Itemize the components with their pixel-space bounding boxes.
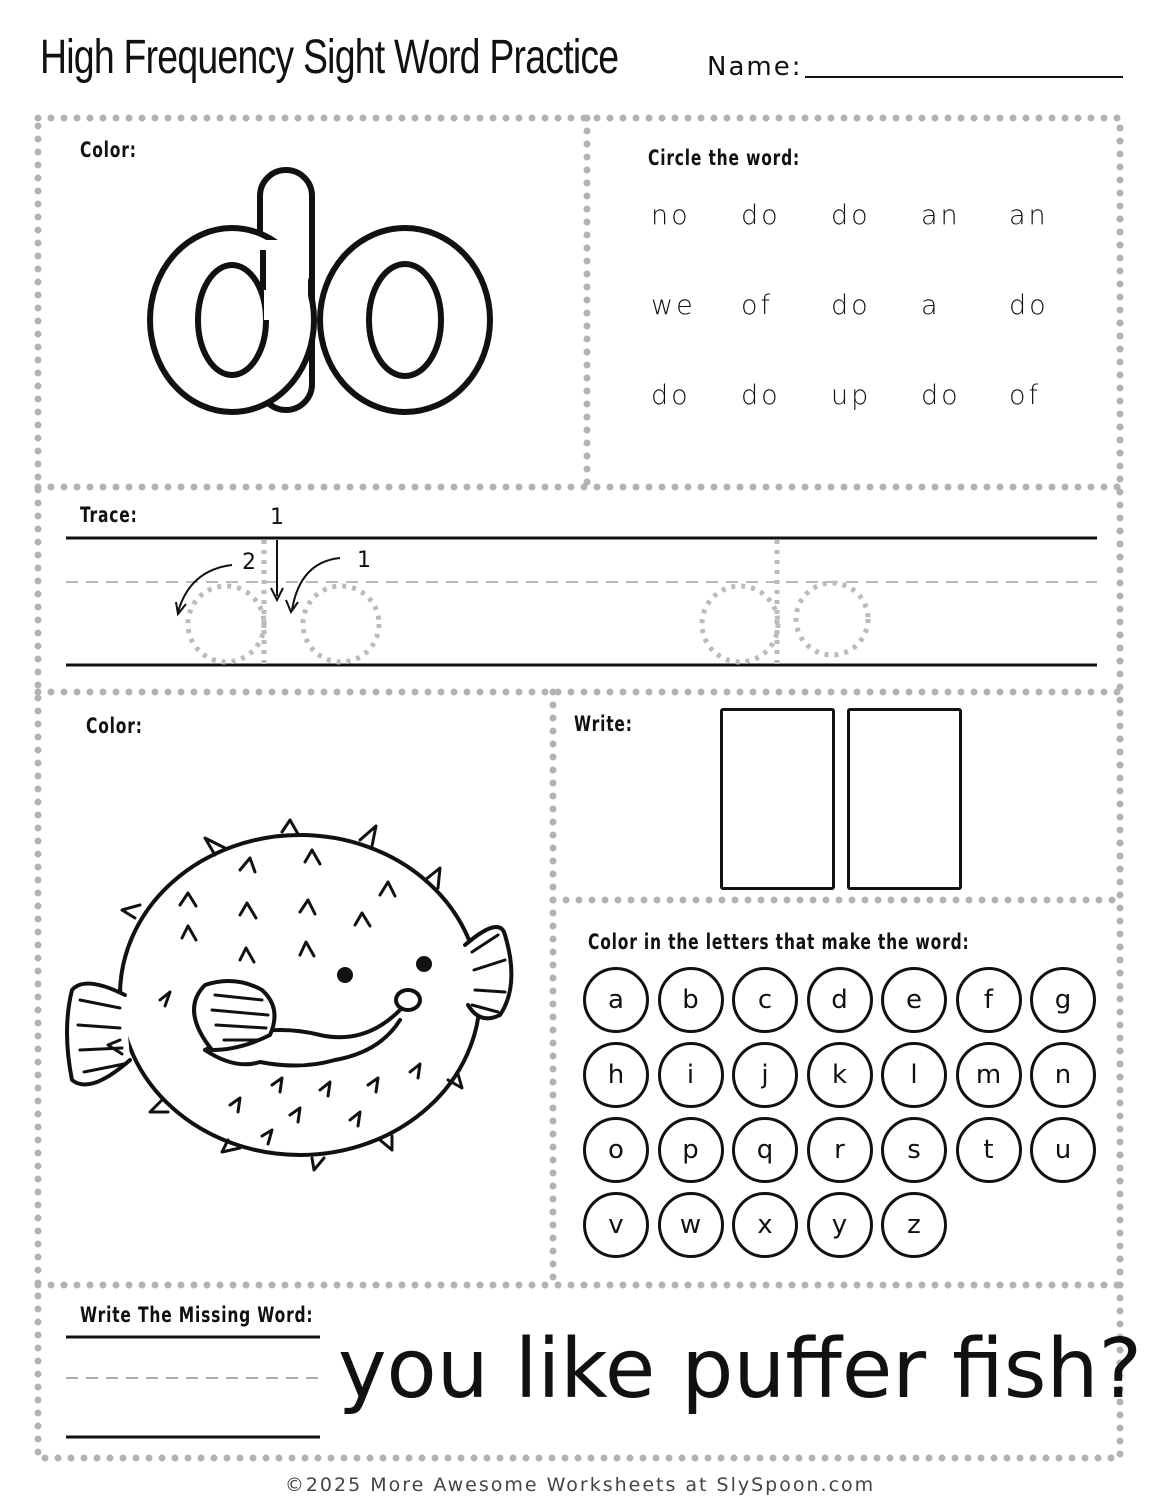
circle-word-option[interactable]: up — [831, 380, 872, 411]
color-word-label: Color: — [80, 138, 137, 162]
trace-label: Trace: — [80, 503, 138, 527]
letter-bubble[interactable]: p — [658, 1117, 724, 1183]
stroke-number: 1 — [270, 505, 284, 530]
footer-credit: ©2025 More Awesome Worksheets at SlySpoon.com — [284, 1474, 876, 1496]
letter-bubble[interactable]: a — [583, 967, 649, 1033]
letter-bubble[interactable]: q — [732, 1117, 798, 1183]
circle-word-option[interactable]: do — [741, 200, 781, 231]
letter-bubble[interactable]: n — [1030, 1042, 1096, 1108]
letter-bubble[interactable]: x — [732, 1192, 798, 1258]
puffer-fish-drawing — [67, 820, 511, 1170]
circle-word-option[interactable]: do — [1009, 290, 1049, 321]
circle-word-option[interactable]: a — [921, 290, 941, 321]
letter-bubble[interactable]: m — [956, 1042, 1022, 1108]
letter-bubble[interactable]: f — [956, 967, 1022, 1033]
letter-bubble[interactable]: e — [881, 967, 947, 1033]
letter-bubble[interactable]: j — [732, 1042, 798, 1108]
letters-label: Color in the letters that make the word: — [588, 930, 970, 954]
letter-bubble[interactable]: s — [881, 1117, 947, 1183]
stroke-number: 2 — [242, 550, 256, 575]
letter-bubble[interactable]: i — [658, 1042, 724, 1108]
write-box-2[interactable] — [847, 708, 962, 890]
letter-bubble[interactable]: o — [583, 1117, 649, 1183]
bubble-word-do — [150, 170, 490, 412]
letter-bubble[interactable]: d — [807, 967, 873, 1033]
write-box-1[interactable] — [720, 708, 835, 890]
letter-bubble[interactable]: w — [658, 1192, 724, 1258]
letter-bubble[interactable]: c — [732, 967, 798, 1033]
circle-word-option[interactable]: do — [651, 380, 691, 411]
letter-bubble[interactable]: k — [807, 1042, 873, 1108]
circle-word-option[interactable]: no — [651, 200, 691, 231]
circle-word-option[interactable]: we — [651, 290, 696, 321]
trace-lines — [66, 538, 1097, 665]
letter-bubble[interactable]: b — [658, 967, 724, 1033]
color-picture-label: Color: — [86, 714, 143, 738]
circle-word-option[interactable]: of — [1009, 380, 1042, 411]
letter-bubble[interactable]: h — [583, 1042, 649, 1108]
circle-word-option[interactable]: do — [831, 200, 871, 231]
letter-bubble[interactable]: y — [807, 1192, 873, 1258]
circle-word-option[interactable]: do — [831, 290, 871, 321]
letter-bubble[interactable]: g — [1030, 967, 1096, 1033]
name-label: Name: — [707, 52, 803, 82]
letter-bubble[interactable]: v — [583, 1192, 649, 1258]
letter-bubble[interactable]: r — [807, 1117, 873, 1183]
page-title: High Frequency Sight Word Practice — [40, 31, 619, 84]
missing-word-sentence: you like puffer fish? — [338, 1322, 1142, 1417]
name-line[interactable] — [805, 76, 1123, 78]
missing-word-label: Write The Missing Word: — [80, 1303, 314, 1327]
circle-word-option[interactable]: an — [1009, 200, 1049, 231]
letter-bubble[interactable]: t — [956, 1117, 1022, 1183]
circle-word-option[interactable]: do — [741, 380, 781, 411]
stroke-number: 1 — [357, 548, 371, 573]
letter-bubble[interactable]: l — [881, 1042, 947, 1108]
circle-word-label: Circle the word: — [648, 146, 801, 170]
circle-word-option[interactable]: do — [921, 380, 961, 411]
letter-bubble[interactable]: u — [1030, 1117, 1096, 1183]
circle-word-option[interactable]: of — [741, 290, 774, 321]
circle-word-option[interactable]: an — [921, 200, 961, 231]
write-label: Write: — [574, 712, 633, 736]
letter-bubble[interactable]: z — [881, 1192, 947, 1258]
